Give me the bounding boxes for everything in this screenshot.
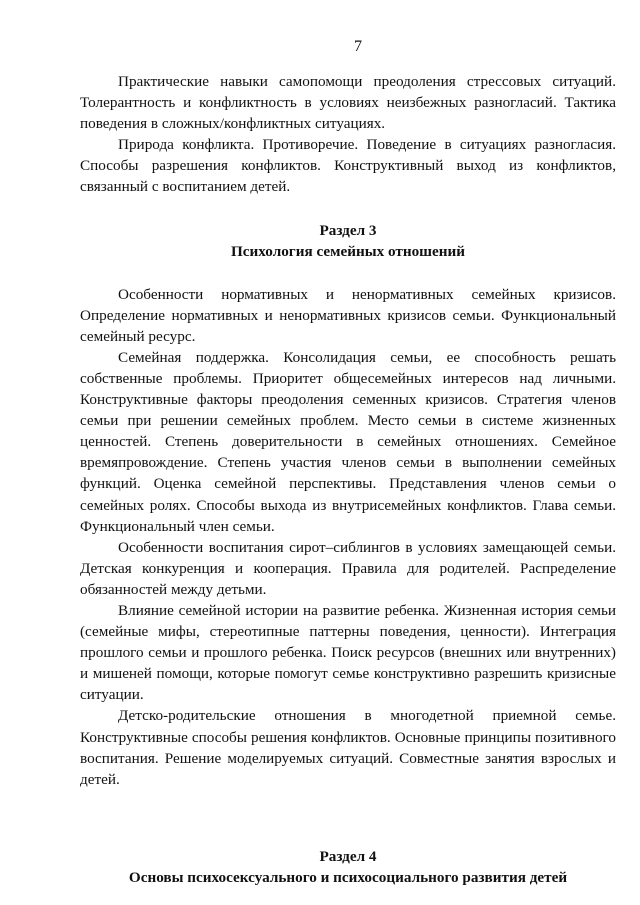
section-3-paragraph: Семейная поддержка. Консолидация семьи, ее способность решать собственные проблемы. Приоритет общесемейных интересов над личными. Конструктивные факторы преодоления семенных кризисов. Стратегия членов семьи при решении семейных проблем. Место семьи в системе жизненных ценностей. Степень доверительности в семейных отношениях. Семейное времяпровождение. Степень участия членов семьи в выполнении семейных функций. Оценка семейной перспективы. Представления членов семьи о семейных ролях. Способы выхода из внутрисемейных конфликтов. Глава семьи. Функциональный член семьи.	[80, 348, 616, 535]
section-3-title: Психология семейных отношений	[230, 242, 465, 260]
section-4-title: Основы психосексуального и психосоциального развития детей	[128, 868, 568, 886]
section-3-paragraph: Особенности воспитания сирот–сиблингов в условиях замещающей семьи. Детская конкуренция и кооперация. Правила для родителей. Распределение обязанностей между детьми.	[80, 538, 616, 598]
section-3	[80, 220, 616, 790]
section-4-label: Раздел 4	[319, 847, 377, 865]
page-content	[80, 71, 616, 888]
section-4	[80, 846, 616, 888]
section-3-paragraph: Детско-родительские отношения в многодетной приемной семье. Конструктивные способы решения конфликтов. Основные принципы позитивного воспитания. Решение моделируемых ситуаций. Совместные занятия взрослых и детей.	[80, 707, 616, 788]
section-3-label: Раздел 3	[319, 221, 377, 239]
section-3-paragraph: Особенности нормативных и ненормативных семейных кризисов. Определение нормативных и ненормативных кризисов семьи. Функциональный семейный ресурс.	[80, 285, 616, 345]
intro-paragraph: Практические навыки самопомощи преодоления стрессовых ситуаций. Толерантность и конфликтность в условиях неизбежных разногласий. Тактика поведения в сложных/конфликтных ситуациях.	[80, 73, 616, 133]
section-3-paragraph: Влияние семейной истории на развитие ребенка. Жизненная история семьи (семейные мифы, стереотипные паттерны поведения, ценности). Интеграция прошлого семьи и прошлого ребенка. Поиск ресурсов (внешних или внутренних) и мишеней помощи, которые помогут семье конструктивно разрешить кризисные ситуации.	[80, 601, 616, 704]
intro-paragraph: Природа конфликта. Противоречие. Поведение в ситуациях разногласия. Способы разрешения конфликтов. Конструктивный выход из конфликтов, связанный с воспитанием детей.	[80, 136, 616, 196]
page-number: 7	[354, 38, 362, 55]
